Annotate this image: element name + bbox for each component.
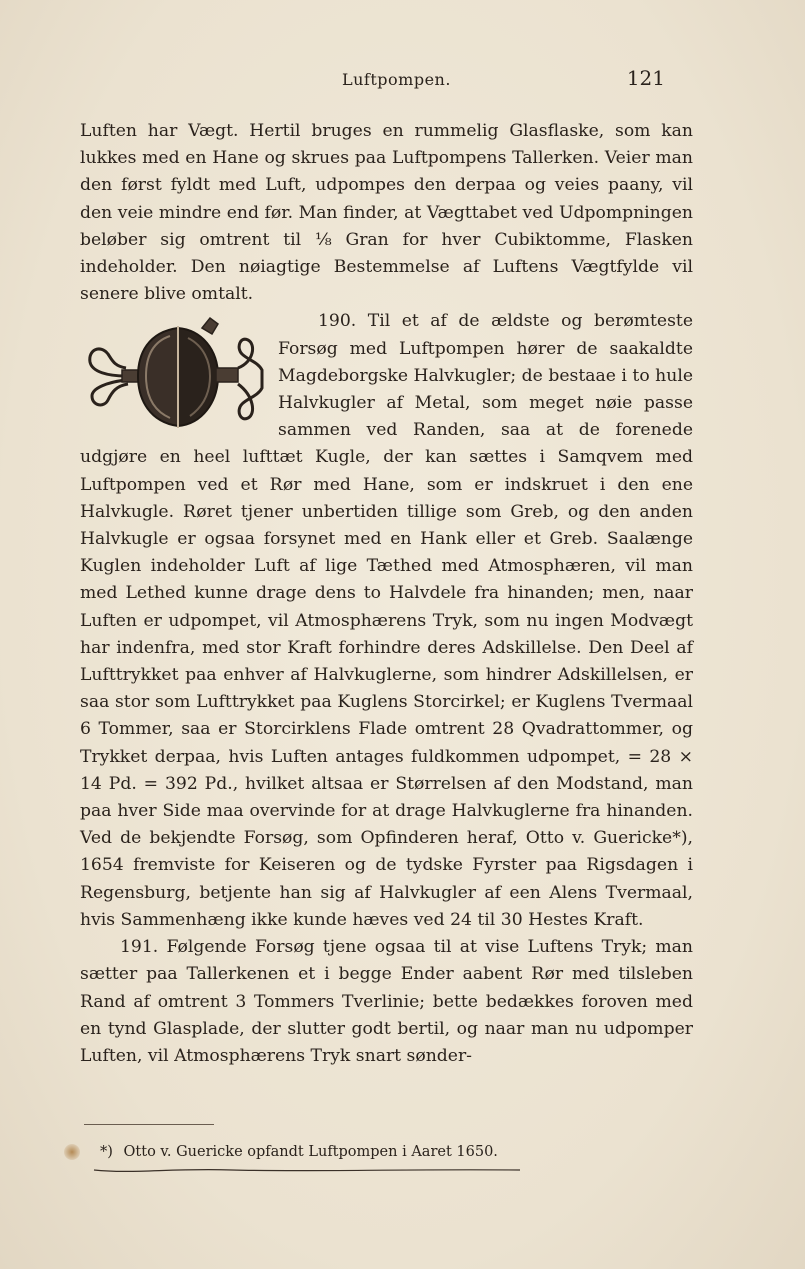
paragraph-1: Luften har Vægt. Hertil bruges en rummelig Glasflaske, som kan lukkes med en Hane og skrues paa Luftpompens Tallerken. Veier man den først fyldt med Luft, udpompes den derpaa og veies paany, vil den veie mindre end før. Man finder, at Vægttabet ved Udpompningen beløber sig omtrent til ⅛ Gran for hver Cubiktomme, Flasken indeholder. Den nøiagtige Bestemmelse af Luftens Vægtfylde vil senere blive omtalt. <box>80 121 693 305</box>
body-text <box>80 118 693 1070</box>
footnote <box>100 1142 700 1162</box>
page-number: 121 <box>626 66 665 90</box>
paragraph-191: 191. Følgende Forsøg tjene ogsaa til at vise Luftens Tryk; man sætter paa Tallerkenen et i begge Ender aabent Rør med tilsleben Rand af omtrent 3 Tommers Tverlinie; bette bedækkes foroven med en tynd Glasplade, der slutter godt bertil, og naar man nu udpomper Luften, vil Atmosphærens Tryk snart sønder- <box>80 937 693 1066</box>
running-head <box>80 66 695 94</box>
footnote-marker: *) <box>100 1144 113 1160</box>
running-title: Luftpompen. <box>342 70 451 89</box>
paper-stain <box>64 1144 80 1160</box>
footnote-rule <box>84 1124 214 1125</box>
footnote-text: Otto v. Guericke opfandt Luftpompen i Aaret 1650. <box>123 1144 498 1160</box>
magdeburg-hemispheres-illustration-icon <box>78 314 270 434</box>
pencil-underline-mark <box>92 1164 522 1176</box>
paragraph-190: 190. Til et af de ældste og berømteste Forsøg med Luftpompen hører de saakaldte Magdeborgske Halvkugler; de bestaae i to hule Halvkugler af Metal, som meget nøie passe sammen ved Randen, saa at de forenede udgjøre en heel lufttæt Kugle, der kan sættes i Samqvem med Luftpompen ved et Rør med Hane, som er indskruet i den ene Halvkugle. Røret tjener unbertiden tillige som Greb, og den anden Halvkugle er ogsaa forsynet med en Hank eller et Greb. Saalænge Kuglen indeholder Luft af lige Tæthed med Atmosphæren, vil man med Lethed kunne drage dens to Halvdele fra hinanden; men, naar Luften er udpompet, vil Atmosphærens Tryk, som nu ingen Modvægt har indenfra, med stor Kraft forhindre deres Adskillelse. Den Deel af Lufttrykket paa enhver af Halvkuglerne, som hindrer Adskillelsen, er saa stor som Lufttrykket paa Kuglens Storcirkel; er Kuglens Tvermaal 6 Tommer, saa er Storcirklens Flade omtrent 28 Qvadrattommer, og Trykket derpaa, hvis Luften antages fuldkommen udpompet, = 28 × 14 Pd. = 392 Pd., hvilket altsaa er Størrelsen af den Modstand, man paa hver Side maa overvinde for at drage Halvkuglerne fra hinanden. Ved de bekjendte Forsøg, som Opfinderen heraf, Otto v. Guericke*), 1654 fremviste for Keiseren og de tydske Fyrster paa Rigsdagen i Regensburg, betjente han sig af Halvkugler af een Alens Tvermaal, hvis Sammenhæng ikke kunde hæves ved 24 til 30 Hestes Kraft. <box>80 311 693 930</box>
